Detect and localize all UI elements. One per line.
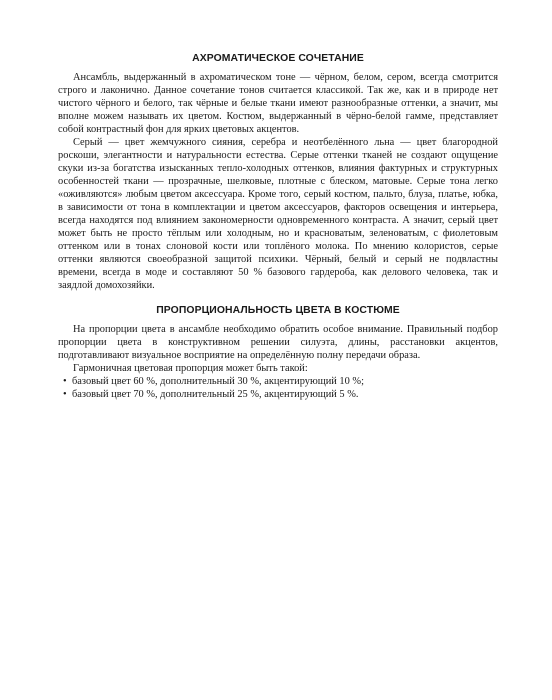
section-heading-proportion: ПРОПОРЦИОНАЛЬНОСТЬ ЦВЕТА В КОСТЮМЕ (156, 305, 400, 316)
paragraph-achromatic-intro: Ансамбль, выдержанный в ахроматическом тоне — чёрном, белом, сером, всегда смотрится строго и лаконично. Данное сочетание тонов считается классикой. Так же, как и в природе нет чистого чёрного и белого, так чёрные и белые ткани имеют разнообразные оттенки, а значит, мы вполне можем называть их цветом. Костюм, выдержанный в чёрно-белой гамме, представляет собой контрастный фон для ярких цветовых акцентов. (58, 72, 498, 135)
list-item (58, 388, 498, 401)
bullet-marker: • (63, 376, 67, 387)
paragraph-proportion-intro: На пропорции цвета в ансамбле необходимо обратить особое внимание. Правильный подбор пропорции цвета в конструктивном решении силуэта, длины, расстановки акцентов, подготавливают визуальное восприятие на определённую полну передачи образа. (58, 324, 498, 361)
list-item-text: базовый цвет 70 %, дополнительный 25 %, акцентирующий 5 %. (72, 389, 359, 400)
document-page (58, 52, 498, 401)
list-item (58, 375, 498, 388)
bullet-marker: • (63, 389, 67, 400)
section-heading-achromatic: АХРОМАТИЧЕСКОЕ СОЧЕТАНИЕ (192, 53, 364, 64)
paragraph-gray-description: Серый — цвет жемчужного сияния, серебра и неотбелённого льна — цвет благородной роскоши, элегантности и натуральности естества. Серые оттенки тканей не создают ощущение скуки из-за богатства изысканных тепло-холодных оттенков, влияния фактурных и структурных особенностей ткани — прозрачные, шелковые, плотные с блеском, матовые. Серые тона легко «оживляются» любым цветом аксессуара. Кроме того, серый костюм, пальто, блуза, платье, юбка, в зависимости от тона в комплектации и цветом аксессуаров, факторов освещения и интерьера, всегда находятся под влиянием закономерности одновременного контраста. А значит, серый цвет может быть не просто тёплым или холодным, но и красноватым, зеленоватым, с фиолетовым оттенком или в тонах слоновой кости или топлёного молока. По мнению колористов, серые оттенки являются своеобразной защитой психики. Чёрный, белый и серый не подвластны времени, всегда в моде и составляют 50 % базового гардероба, как делового человека, так и заядлой домохозяйки. (58, 137, 498, 291)
list-item-text: базовый цвет 60 %, дополнительный 30 %, акцентирующий 10 %; (72, 376, 364, 387)
paragraph-proportion-lead: Гармоничная цветовая пропорция может быть такой: (73, 363, 308, 374)
proportion-list (58, 375, 498, 401)
